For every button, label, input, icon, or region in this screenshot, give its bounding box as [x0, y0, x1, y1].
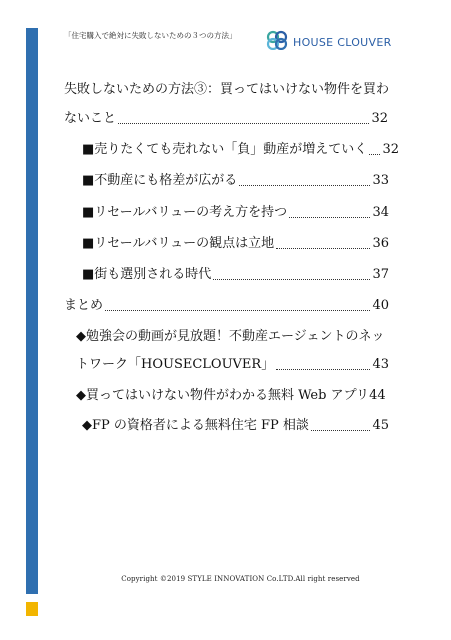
- toc-page-number: 32: [382, 142, 399, 157]
- toc-item-label: ■リセールバリューの観点は立地: [82, 236, 275, 251]
- toc-page-number: 44: [369, 388, 386, 403]
- toc-section3-title-line2[interactable]: [64, 111, 388, 127]
- toc-page-number: 32: [371, 111, 388, 126]
- toc-page-number: 37: [372, 267, 389, 282]
- toc-page-number: 40: [372, 298, 389, 313]
- toc-item[interactable]: [82, 142, 399, 158]
- leader-dots: [369, 154, 380, 155]
- toc-item[interactable]: [82, 267, 389, 283]
- logo-text: HOUSE CLOUVER: [293, 35, 392, 49]
- toc-section3-label-line1: 失敗しないための方法③：買ってはいけない物件を買わ: [64, 82, 390, 97]
- leader-dots: [105, 310, 370, 311]
- leader-dots: [289, 217, 370, 218]
- toc-sub-item-line1: [76, 329, 416, 345]
- toc-section3-label-line2: ないこと: [64, 111, 117, 126]
- toc-page-number: 34: [372, 205, 389, 220]
- leader-dots: [118, 123, 369, 124]
- toc-matome[interactable]: [64, 298, 389, 314]
- leader-dots: [276, 248, 370, 249]
- toc-page-number: 43: [372, 357, 389, 372]
- toc-page-number: 33: [372, 173, 389, 188]
- toc-sub-item[interactable]: [76, 388, 402, 404]
- toc-sub-item[interactable]: [82, 418, 389, 434]
- toc-item-label: ■売りたくても売れない「負」動産が増えていく: [82, 142, 368, 157]
- toc-item-label: ■不動産にも格差が広がる: [82, 173, 238, 188]
- toc-section3-title-line1: [64, 82, 414, 98]
- toc-sub-item-label: ◆FP の資格者による無料住宅 FP 相談: [82, 418, 309, 433]
- toc-item-label: ■街も選別される時代: [82, 267, 212, 282]
- leader-dots: [276, 369, 370, 370]
- leader-dots: [239, 185, 370, 186]
- leader-dots: [311, 430, 371, 431]
- toc-item-label: ■リセールバリューの考え方を持つ: [82, 205, 288, 220]
- copyright-footer: Copyright ©2019 STYLE INNOVATION Co.LTD.All right reserved: [121, 575, 360, 583]
- toc-sub-item-label: ◆買ってはいけない物件がわかる無料 Web アプリ: [76, 388, 370, 403]
- toc-page-number: 36: [372, 236, 389, 251]
- leader-dots: [213, 279, 370, 280]
- toc-item[interactable]: [82, 236, 389, 252]
- toc-page-number: 45: [372, 418, 389, 433]
- toc-item[interactable]: [82, 205, 389, 221]
- toc-sub-item-label-line1: ◆勉強会の動画が見放題！不動産エージェントのネッ: [76, 329, 385, 344]
- toc-sub-item-label-line2: トワーク「HOUSECLOUVER」: [76, 357, 275, 372]
- document-header-title: 「住宅購入で絶対に失敗しないための３つの方法」: [64, 31, 237, 40]
- toc-sub-item[interactable]: [76, 357, 389, 373]
- toc-item[interactable]: [82, 173, 389, 189]
- toc-matome-label: まとめ: [64, 298, 104, 313]
